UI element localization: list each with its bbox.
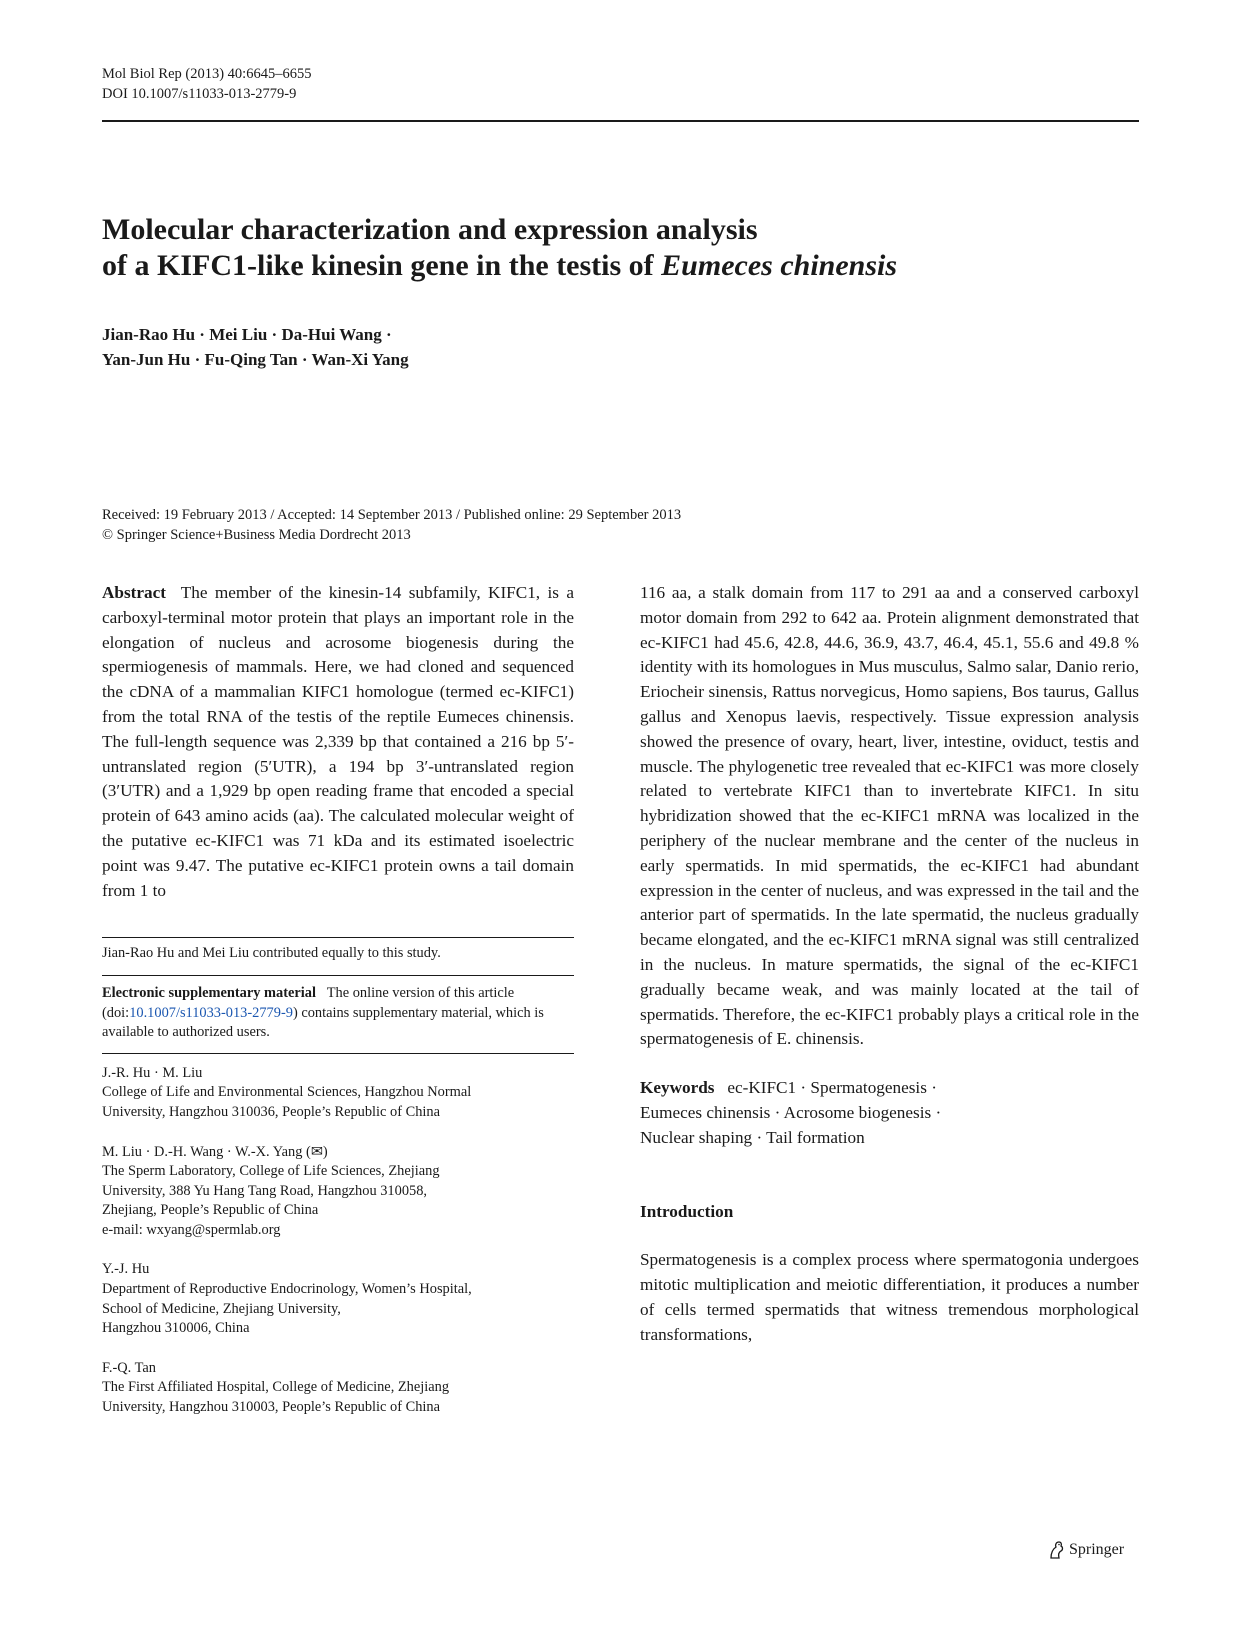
header-rule [102,120,1139,122]
doi-line: DOI 10.1007/s11033-013-2779-9 [102,86,297,102]
history-dates: Received: 19 February 2013 / Accepted: 14 September 2013 / Published online: 29 September 2013 [102,507,682,523]
esm-note [102,976,574,1053]
affiliation-block [102,1359,574,1418]
affiliation-line: College of Life and Environmental Sciences, Hangzhou Normal [102,1084,472,1101]
affiliation-line: University, 388 Yu Hang Tang Road, Hangzhou 310058, [102,1182,428,1199]
keywords-label: Keywords [640,1078,715,1098]
abstract-right: 116 aa, a stalk domain from 117 to 291 aa and a conserved carboxyl motor domain from 292 to 642 aa. Protein alignment demonstrated that ec-KIFC1 had 45.6, 42.8, 44.6, 36.9, 43.7, 46.4, 45.1, 55.6 and 49.8 % identity with its homologues in Mus musculus, Salmo salar, Danio rerio, Eriocheir sinensis, Rattus norvegicus, Homo sapiens, Bos taurus, Gallus gallus and Xenopus laevis, respectively. Tissue expression analysis showed the presence of ovary, heart, liver, intestine, oviduct, testis and muscle. The phylogenetic tree revealed that ec-KIFC1 was more closely related to vertebrate KIFC1 than to invertebrate KIFC1. In situ hybridization showed that the ec-KIFC1 mRNA was localized in the periphery of the nuclear membrane and the center of the nucleus in early spermatids. In mid spermatids, the ec-KIFC1 had abundant expression in the center of nucleus, and was expressed in the tail and the anterior part of spermatids. In the late spermatid, the nucleus gradually became elongated, and the ec-KIFC1 mRNA signal was still centralized in the nucleus. In mature spermatids, the signal of the ec-KIFC1 gradually became weak, and was mainly located at the tail of spermatids. Therefore, the ec-KIFC1 probably plays a critical role in the spermatogenesis of E. chinensis. [640,583,1139,1049]
affiliation-line: School of Medicine, Zhejiang University, [102,1300,341,1317]
affiliation-line: The Sperm Laboratory, College of Life Sciences, Zhejiang [102,1163,440,1180]
publication-history [102,505,681,545]
affiliation-names: F.-Q. Tan [102,1359,156,1376]
keywords-block [640,1076,1139,1150]
affiliation-line: University, Hangzhou 310003, People’s Republic of China [102,1399,440,1416]
esm-text-after: ) contains supplementary material, which is available to authorized users. [102,1004,544,1041]
esm-text-before: The online version of this article (doi: [102,984,515,1021]
keywords-line-3: Nuclear shaping · Tail formation [640,1127,865,1147]
publisher-logo [1047,1540,1124,1560]
affiliation-block [102,1064,574,1123]
keywords-line-2: Eumeces chinensis · Acrosome biogenesis · [640,1102,942,1122]
affiliations [102,1054,574,1418]
right-column [640,581,1139,1348]
authors-line-2: Yan-Jun Hu · Fu-Qing Tan · Wan-Xi Yang [102,350,409,369]
author-list [102,322,409,372]
affiliation-block [102,1260,574,1338]
affiliation-line: The First Affiliated Hospital, College of Medicine, Zhejiang [102,1379,450,1396]
paper-title [102,212,1139,284]
authors-line-1: Jian-Rao Hu · Mei Liu · Da-Hui Wang · [102,325,392,344]
affiliation-line: University, Hangzhou 310036, People’s Republic of China [102,1103,440,1120]
introduction-heading: Introduction [640,1201,734,1221]
title-species: Eumeces chinensis [661,249,898,282]
introduction-text: Spermatogenesis is a complex process where spermatogonia undergoes mitotic multiplication and meiotic differentiation, it produces a number of cells termed spermatids that witness tremendous morphological transformations, [640,1250,1139,1344]
affiliation-line: Hangzhou 310006, China [102,1320,250,1337]
copyright-line: © Springer Science+Business Media Dordrecht 2013 [102,527,411,543]
abstract-label: Abstract [102,583,166,602]
affiliation-names: J.-R. Hu · M. Liu [102,1064,203,1081]
equal-contribution-note: Jian-Rao Hu and Mei Liu contributed equally to this study. [102,945,441,962]
title-line-1: Molecular characterization and expression analysis [102,213,758,246]
title-line-2 [102,248,1139,284]
running-header [102,64,311,104]
affiliation-names: M. Liu · D.-H. Wang · W.-X. Yang (✉) [102,1143,328,1160]
springer-horse-icon [1047,1540,1065,1560]
affiliation-block [102,1143,574,1241]
keywords-line-1 [640,1076,1139,1101]
abstract-left-text: The member of the kinesin-14 subfamily, KIFC1, is a carboxyl-terminal motor protein that plays an important role in the elongation of nucleus and acrosome biogenesis during the spermiogenesis of mammals. Here, we had cloned and sequenced the cDNA of a mammalian KIFC1 homologue (termed ec-KIFC1) from the total RNA of the testis of the reptile Eumeces chinensis. The full-length sequence was 2,339 bp that contained a 216 bp 5′-untranslated region (5′UTR), a 194 bp 3′-untranslated region (3′UTR) and a 1,929 bp open reading frame that encoded a special protein of 643 amino acids (aa). The calculated molecular weight of the putative ec-KIFC1 was 71 kDa and its estimated isoelectric point was 9.47. The putative ec-KIFC1 protein owns a tail domain from 1 to [102,583,574,900]
esm-label: Electronic supplementary material [102,984,316,1001]
journal-citation: Mol Biol Rep (2013) 40:6645–6655 [102,66,312,82]
keywords-text-1: ec-KIFC1 · Spermatogenesis · [727,1078,937,1098]
affiliation-line: Department of Reproductive Endocrinology, Women’s Hospital, [102,1281,472,1298]
affiliation-email: e-mail: wxyang@spermlab.org [102,1221,281,1238]
left-column [102,581,574,1418]
affiliation-line: Zhejiang, People’s Republic of China [102,1202,319,1219]
title-line-2-prefix: of a KIFC1-like kinesin gene in the testis of [102,249,662,282]
publisher-name: Springer [1069,1541,1125,1558]
abstract-left [102,581,574,903]
affiliation-names: Y.-J. Hu [102,1261,150,1278]
esm-doi-link[interactable]: 10.1007/s11033-013-2779-9 [129,1004,293,1021]
